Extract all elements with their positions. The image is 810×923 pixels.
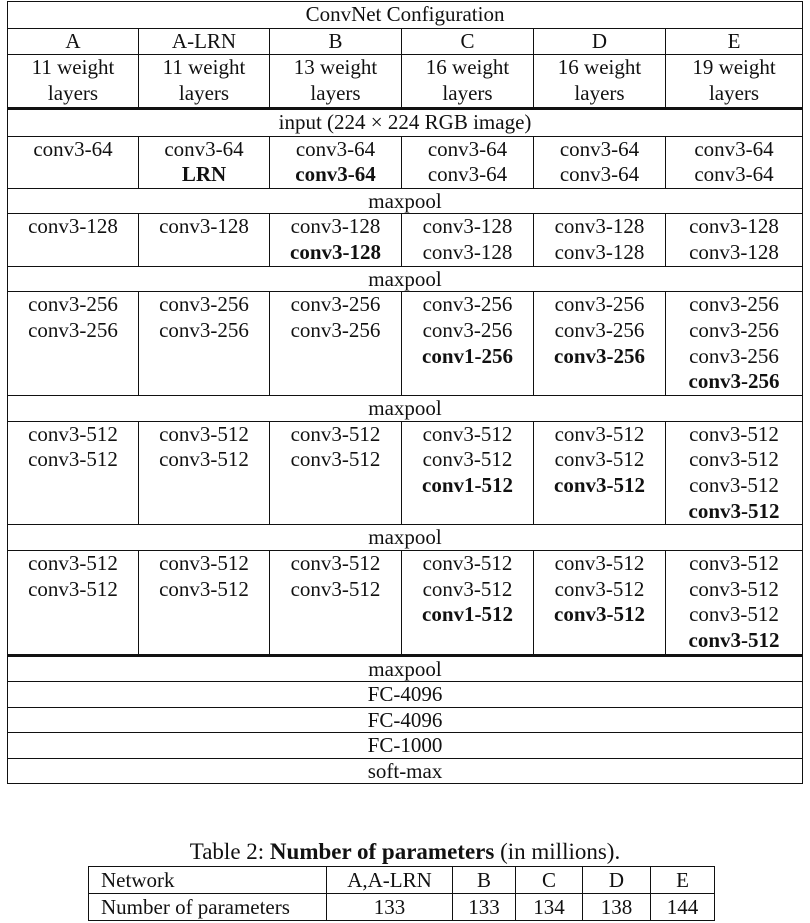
layer-cell: [402, 550, 534, 655]
layer-cell: [139, 421, 270, 525]
layer-cell: [534, 421, 666, 525]
layer-entry: conv3-64: [694, 162, 774, 187]
tail-row: FC-1000: [8, 733, 803, 759]
layer-entry: conv3-256: [554, 292, 645, 317]
column-desc: [139, 55, 270, 108]
tail-row: soft-max: [8, 758, 803, 784]
layer-entry: conv3-256: [689, 318, 779, 343]
layer-entry: conv3-128: [422, 214, 513, 239]
layer-entry: conv3-64: [559, 162, 640, 187]
layer-entry: conv3-512: [554, 447, 645, 472]
layer-entry: conv3-512: [290, 576, 381, 601]
desc-line: layers: [310, 81, 361, 106]
layer-cell: [270, 421, 402, 525]
desc-line: layers: [708, 81, 760, 106]
param-header-cell: A,A-LRN: [327, 867, 453, 894]
layer-entry: conv3-256: [290, 292, 381, 317]
layer-cell: [534, 214, 666, 266]
convnet-configuration-table: [7, 1, 803, 784]
layer-cell: [8, 421, 139, 525]
maxpool-row: maxpool: [8, 396, 803, 422]
desc-line: 16 weight: [557, 55, 642, 80]
caption-bold: Number of parameters: [269, 839, 495, 864]
layer-cell: [402, 292, 534, 396]
layer-entry: conv3-512: [554, 473, 645, 498]
layer-entry: conv3-64: [295, 162, 376, 187]
layer-entry: conv3-128: [290, 214, 381, 239]
layer-cell: [139, 136, 270, 188]
param-value-cell: Number of parameters: [89, 894, 327, 921]
tail-row: FC-4096: [8, 682, 803, 708]
param-value-cell: 133: [327, 894, 453, 921]
layer-cell: [534, 292, 666, 396]
layer-entry: conv3-256: [28, 318, 118, 343]
layer-entry: conv3-512: [554, 421, 645, 446]
layer-entry: conv3-512: [689, 421, 779, 446]
layer-entry: conv3-64: [559, 136, 640, 161]
caption-prefix: Table 2:: [189, 839, 270, 864]
param-header-cell: Network: [89, 867, 327, 894]
desc-line: layers: [442, 81, 493, 106]
layer-cell: [8, 214, 139, 266]
layer-entry: conv3-256: [159, 318, 249, 343]
layer-entry: conv3-512: [422, 576, 513, 601]
layer-entry: conv3-256: [554, 343, 645, 368]
layer-cell: [270, 292, 402, 396]
layer-entry: conv3-512: [28, 421, 118, 446]
layer-entry: conv3-128: [290, 240, 381, 265]
layer-entry: conv3-512: [159, 550, 249, 575]
caption-suffix: (in millions).: [494, 839, 621, 864]
layer-cell: [534, 550, 666, 655]
desc-line: layers: [574, 81, 625, 106]
layer-cell: [666, 550, 803, 655]
layer-cell: [402, 214, 534, 266]
layer-entry: conv3-256: [688, 369, 780, 394]
layer-cell: [139, 292, 270, 396]
layer-entry: conv3-256: [689, 292, 779, 317]
layer-entry: conv1-256: [422, 343, 513, 368]
layer-cell: [8, 292, 139, 396]
column-label-e: E: [666, 28, 803, 55]
layer-entry: conv1-512: [422, 473, 513, 498]
maxpool-row: maxpool: [8, 525, 803, 551]
layer-entry: LRN: [181, 162, 227, 187]
layer-entry: conv3-128: [554, 214, 645, 239]
column-label-c: C: [402, 28, 534, 55]
layer-entry: conv3-512: [688, 498, 780, 523]
layer-cell: [139, 550, 270, 655]
layer-entry: conv3-512: [689, 602, 779, 627]
desc-line: 16 weight: [425, 55, 510, 80]
layer-cell: [666, 292, 803, 396]
layer-entry: conv3-512: [689, 550, 779, 575]
layer-entry: conv3-256: [422, 292, 513, 317]
layer-cell: [666, 214, 803, 266]
layer-entry: conv3-512: [159, 421, 249, 446]
layer-entry: conv3-512: [290, 421, 381, 446]
column-label-a-lrn: A-LRN: [139, 28, 270, 55]
layer-cell: [666, 421, 803, 525]
layer-entry: conv3-64: [164, 136, 244, 161]
layer-cell: [8, 550, 139, 655]
layer-entry: conv3-512: [422, 447, 513, 472]
layer-entry: conv3-256: [554, 318, 645, 343]
layer-entry: conv3-512: [554, 576, 645, 601]
layer-entry: conv3-128: [689, 240, 779, 265]
maxpool-row: maxpool: [8, 188, 803, 214]
layer-entry: conv3-128: [422, 240, 513, 265]
param-value-cell: 134: [516, 894, 583, 921]
desc-line: layers: [178, 81, 230, 106]
layer-cell: [8, 136, 139, 188]
layer-entry: conv3-256: [422, 318, 513, 343]
layer-entry: conv3-512: [689, 576, 779, 601]
param-value-cell: 144: [651, 894, 715, 921]
maxpool-row: maxpool: [8, 266, 803, 292]
layer-entry: conv3-512: [688, 628, 780, 653]
param-header-cell: E: [651, 867, 715, 894]
layer-entry: conv1-512: [422, 602, 513, 627]
column-desc: [8, 55, 139, 108]
column-label-a: A: [8, 28, 139, 55]
layer-cell: [270, 136, 402, 188]
table-title: ConvNet Configuration: [8, 2, 803, 29]
layer-entry: conv3-64: [33, 136, 113, 161]
layer-entry: conv3-256: [290, 318, 381, 343]
layer-entry: conv3-512: [554, 602, 645, 627]
layer-entry: conv3-512: [689, 473, 779, 498]
param-header-cell: C: [516, 867, 583, 894]
param-value-cell: 138: [583, 894, 651, 921]
desc-line: 11 weight: [162, 55, 246, 80]
column-desc: [402, 55, 534, 108]
layer-entry: conv3-64: [295, 136, 376, 161]
table2-caption: [0, 838, 810, 866]
column-label-b: B: [270, 28, 402, 55]
layer-entry: conv3-512: [689, 447, 779, 472]
layer-cell: [666, 136, 803, 188]
desc-line: 19 weight: [692, 55, 776, 80]
layer-cell: [402, 421, 534, 525]
layer-entry: conv3-128: [689, 214, 779, 239]
layer-entry: conv3-256: [689, 343, 779, 368]
desc-line: layers: [47, 81, 99, 106]
layer-entry: conv3-512: [28, 576, 118, 601]
layer-cell: [534, 136, 666, 188]
param-header-cell: D: [583, 867, 651, 894]
layer-entry: conv3-512: [159, 447, 249, 472]
parameter-count-table: [88, 866, 715, 921]
layer-entry: conv3-512: [554, 550, 645, 575]
desc-line: 13 weight: [293, 55, 378, 80]
layer-entry: conv3-128: [159, 214, 249, 239]
tail-row: maxpool: [8, 655, 803, 682]
layer-cell: [270, 214, 402, 266]
layer-entry: conv3-512: [290, 447, 381, 472]
layer-entry: conv3-512: [422, 421, 513, 446]
layer-cell: [270, 550, 402, 655]
desc-line: 11 weight: [31, 55, 115, 80]
layer-entry: conv3-256: [159, 292, 249, 317]
param-value-cell: 133: [453, 894, 516, 921]
layer-entry: conv3-512: [28, 550, 118, 575]
layer-entry: conv3-512: [290, 550, 381, 575]
column-desc: [666, 55, 803, 108]
column-label-d: D: [534, 28, 666, 55]
layer-entry: conv3-256: [28, 292, 118, 317]
layer-cell: [402, 136, 534, 188]
param-header-cell: B: [453, 867, 516, 894]
layer-cell: [139, 214, 270, 266]
tail-row: FC-4096: [8, 707, 803, 733]
column-desc: [270, 55, 402, 108]
layer-entry: conv3-64: [694, 136, 774, 161]
layer-entry: conv3-512: [159, 576, 249, 601]
layer-entry: conv3-64: [427, 162, 508, 187]
input-row: input (224 × 224 RGB image): [8, 108, 803, 136]
layer-entry: conv3-128: [28, 214, 118, 239]
layer-entry: conv3-64: [427, 136, 508, 161]
layer-entry: conv3-512: [28, 447, 118, 472]
column-desc: [534, 55, 666, 108]
layer-entry: conv3-128: [554, 240, 645, 265]
layer-entry: conv3-512: [422, 550, 513, 575]
